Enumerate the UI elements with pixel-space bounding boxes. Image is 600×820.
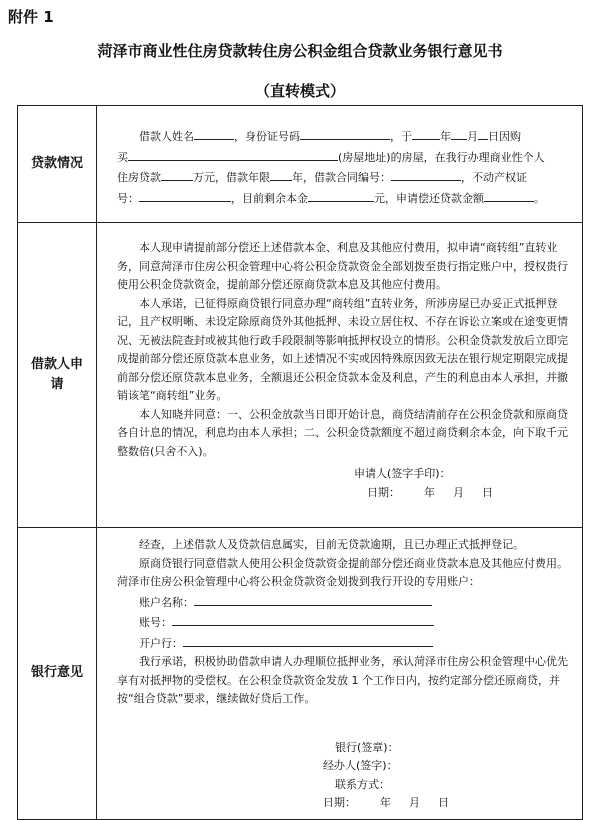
applicant-section-label: 借款人申请	[18, 223, 97, 528]
loan-line-4: 号： ，目前剩余本金 元，申请偿还贷款金额 。	[117, 188, 568, 209]
bank-section-content	[97, 528, 583, 820]
applicant-date-line: 日期： 年 月 日	[367, 485, 493, 499]
remaining-principal-field[interactable]	[308, 188, 374, 202]
year-field[interactable]	[412, 126, 440, 140]
applicant-paragraph-1: 本人现申请提前部分偿还上述借款本金、利息及其他应付费用，拟申请“商转组”直转业务，同意菏泽市住房公积金管理中心将公积金贷款资金全部划拨至贵行指定账户中，授权贵行使用公积金贷款资金，提前部分偿还原商贷款本息及其他应付费用。	[117, 241, 568, 291]
officer-signature-line[interactable]: 经办人(签字)：	[323, 759, 398, 772]
account-number-line: 账号：	[117, 612, 568, 633]
property-cert-field[interactable]	[139, 188, 231, 202]
applicant-section-content	[97, 223, 583, 528]
applicant-paragraph-3: 本人知晓并同意：一、公积金放款当日即开始计息，商贷结清前存在公积金贷款和原商贷各自计息的情况，利息均由本人承担；二、公积金贷款额度不超过商贷剩余本金，向下取千元整数倍(只舍不入)。	[117, 407, 568, 458]
id-number-field[interactable]	[300, 126, 390, 140]
month-field[interactable]	[451, 126, 467, 140]
day-field[interactable]	[478, 126, 488, 140]
applicant-signature-line[interactable]: 申请人(签字手印)：	[354, 467, 451, 480]
opinion-form-table	[17, 105, 583, 820]
borrower-name-field[interactable]	[194, 126, 234, 140]
account-number-field[interactable]	[172, 612, 434, 626]
bank-paragraph-3: 我行承诺，积极协助借款申请人办理顺位抵押业务，承认菏泽市住房公积金管理中心优先享有对抵押物的受偿权。在公积金贷款资金发放 1 个工作日内，按约定部分偿还原商贷，并按“组合贷款”要求，继续做好贷后工作。	[117, 655, 568, 705]
loan-section-content	[97, 106, 583, 223]
loan-line-1: 借款人姓名 ，身份证号码 ，于 年 月 日因购	[117, 126, 568, 147]
contact-line: 联系方式：	[335, 777, 390, 791]
bank-paragraph-1: 经查，上述借款人及贷款信息属实，目前无贷款逾期，且已办理正式抵押登记。	[139, 538, 524, 551]
document-title: 菏泽市商业性住房贷款转住房公积金组合贷款业务银行意见书	[97, 42, 503, 60]
bank-date-line: 日期： 年 月 日	[323, 796, 449, 809]
account-name-field[interactable]	[194, 592, 432, 606]
repay-amount-field[interactable]	[484, 188, 534, 202]
bank-section-label: 银行意见	[18, 528, 97, 820]
bank-row	[18, 528, 583, 820]
contract-number-field[interactable]	[391, 167, 461, 181]
bank-stamp-line[interactable]: 银行(签章)：	[335, 740, 399, 754]
document-subtitle: （直转模式）	[254, 82, 345, 100]
applicant-row	[18, 223, 583, 528]
loan-section-label: 贷款情况	[18, 106, 97, 223]
loan-line-3: 住房贷款 万元，借款年限 年，借款合同编号： ，不动产权证	[117, 167, 568, 188]
bank-name-line: 开户行：	[117, 633, 568, 654]
loan-amount-field[interactable]	[161, 167, 193, 181]
bank-name-field[interactable]	[183, 633, 433, 647]
account-name-line: 账户名称：	[117, 592, 568, 613]
attachment-label: 附件 1	[8, 8, 54, 26]
property-address-field[interactable]	[128, 147, 338, 161]
applicant-paragraph-2: 本人承诺，已征得原商贷银行同意办理“商转组”直转业务，所涉房屋已办妥正式抵押登记，且产权明晰、未设定除原商贷外其他抵押、未设立居住权、不存在诉讼立案或在途变更情况、无被法院查封或被其他行政手段限制等影响抵押权设立的情形。公积金贷款发放后立即完成提前部分偿还原贷款本息业务，如上述情况不实或因特殊原因致无法在银行规定期限完成提前部分偿还原贷款本息业务，全额退还公积金贷款本金及利息，产生的利息由本人承担，并撤销该笔“商转组”业务。	[117, 296, 568, 402]
bank-paragraph-2: 原商贷银行同意借款人使用公积金贷款资金提前部分偿还商业贷款本息及其他应付费用。菏泽市住房公积金管理中心将公积金贷款资金划拨到我行开设的专用账户：	[117, 556, 568, 588]
loan-row	[18, 106, 583, 223]
loan-term-field[interactable]	[270, 167, 292, 181]
loan-line-2: 买 (房屋地址)的房屋，在我行办理商业性个人	[117, 147, 568, 168]
